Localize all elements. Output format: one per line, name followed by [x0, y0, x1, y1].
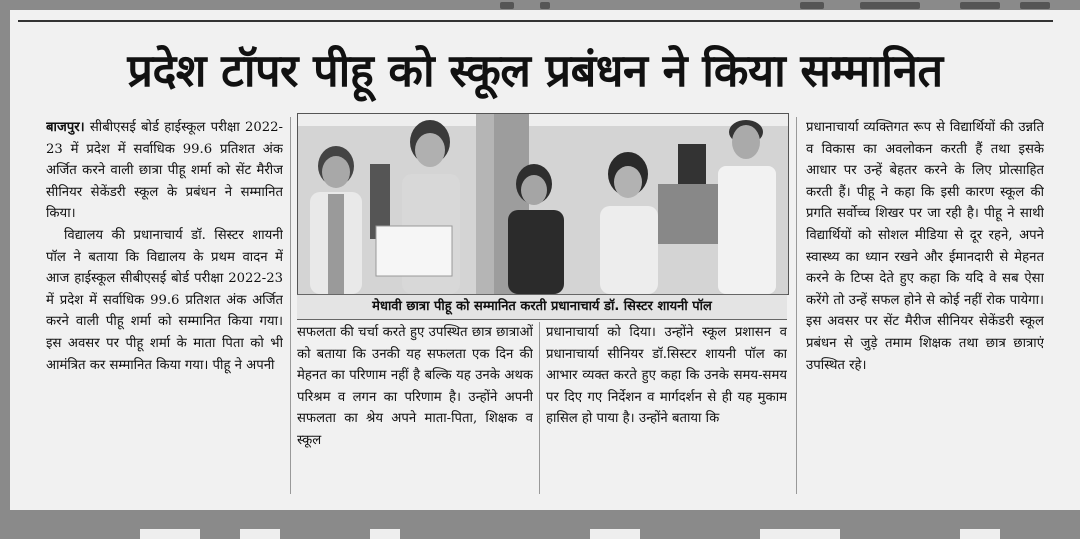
next-page-fragment — [0, 525, 1080, 539]
dateline: बाजपुर। — [46, 120, 85, 135]
column-divider — [796, 117, 797, 494]
photo-illustration — [298, 114, 788, 294]
article-column-1 — [46, 117, 283, 497]
paragraph-1: सीबीएसई बोर्ड हाईस्कूल परीक्षा 2022-23 में प्रदेश में सर्वाधिक 99.6 प्रतिशत अंक अर्जित करने वाली छात्रा पीहू शर्मा को सेंट मैरीज सीनियर सेकेंडरी स्कूल के प्रबंधन ने सम्मानित किया। — [46, 120, 283, 222]
photo-caption: मेधावी छात्रा पीहू को सम्मानित करती प्रधानाचार्य डॉ. सिस्टर शायनी पॉल — [297, 294, 787, 320]
article-headline: प्रदेश टॉपर पीहू को स्कूल प्रबंधन ने किया सम्मानित — [127, 44, 943, 97]
article-column-3 — [546, 322, 787, 497]
paragraph-2: विद्यालय की प्रधानाचार्य डॉ. सिस्टर शायनी पॉल ने बताया कि विद्यालय के प्रथम वादन में आज हाईस्कूल सीबीएसई बोर्ड परीक्षा 2022-23 में प्रदेश में सर्वाधिक 99.6 प्रतिशत अंक अर्जित करने वाली पीहू शर्मा को सम्मानित किया गया। इस अवसर पर पीहू शर्मा के माता पिता को भी आमंत्रित कर सम्मानित किया गया। पीहू ने अपनी — [46, 227, 283, 373]
column-divider — [290, 117, 291, 494]
article-column-4 — [806, 117, 1044, 497]
paragraph-5: प्रधानाचार्या व्यक्तिगत रूप से विद्यार्थियों की उन्नति व विकास का अवलोकन करती हैं तथा इसके आधार पर उन्हें बेहतर करने के लिए प्रोत्साहित करती हैं। पीहू ने कहा कि इसी कारण स्कूल की प्रगति सर्वोच्च शिखर पर जा रही है। पीहू ने साथी विद्यार्थियों को सोशल मीडिया से दूर रहने, अपने स्वास्थ्य का ध्यान रखने और ईमानदारी से मेहनत करने के टिप्स देते हुए कहा कि यदि वे सब ऐसा करेंगे तो उन्हें सफल होने से कोई नहीं रोक पायेगा। इस अवसर पर सेंट मैरीज सीनियर सेकेंडरी स्कूल प्रबंधन से जुड़े तमाम शिक्षक तथा छात्र छात्राएं उपस्थित रहे। — [806, 120, 1044, 373]
news-photo — [297, 113, 789, 295]
column-divider — [539, 322, 540, 494]
paragraph-3: सफलता की चर्चा करते हुए उपस्थित छात्र छात्राओं को बताया कि उनकी यह सफलता एक दिन की मेहनत का परिणाम नहीं है बल्कि यह उनके अथक परिश्रम व लगन का परिणाम है। उन्होंने अपनी सफलता का श्रेय अपने माता-पिता, शिक्षक व स्कूल — [297, 325, 533, 448]
paragraph-4: प्रधानाचार्या को दिया। उन्होंने स्कूल प्रशासन व प्रधानाचार्या सीनियर डॉ.सिस्टर शायनी पॉल का आभार व्यक्त करते हुए कहा कि उनके समय-समय पर दिए गए निर्देशन व मार्गदर्शन से ही यह मुकाम हासिल हो पाया है। उन्होंने बताया कि — [546, 325, 787, 427]
top-rule — [18, 20, 1053, 22]
article-column-2 — [297, 322, 533, 497]
